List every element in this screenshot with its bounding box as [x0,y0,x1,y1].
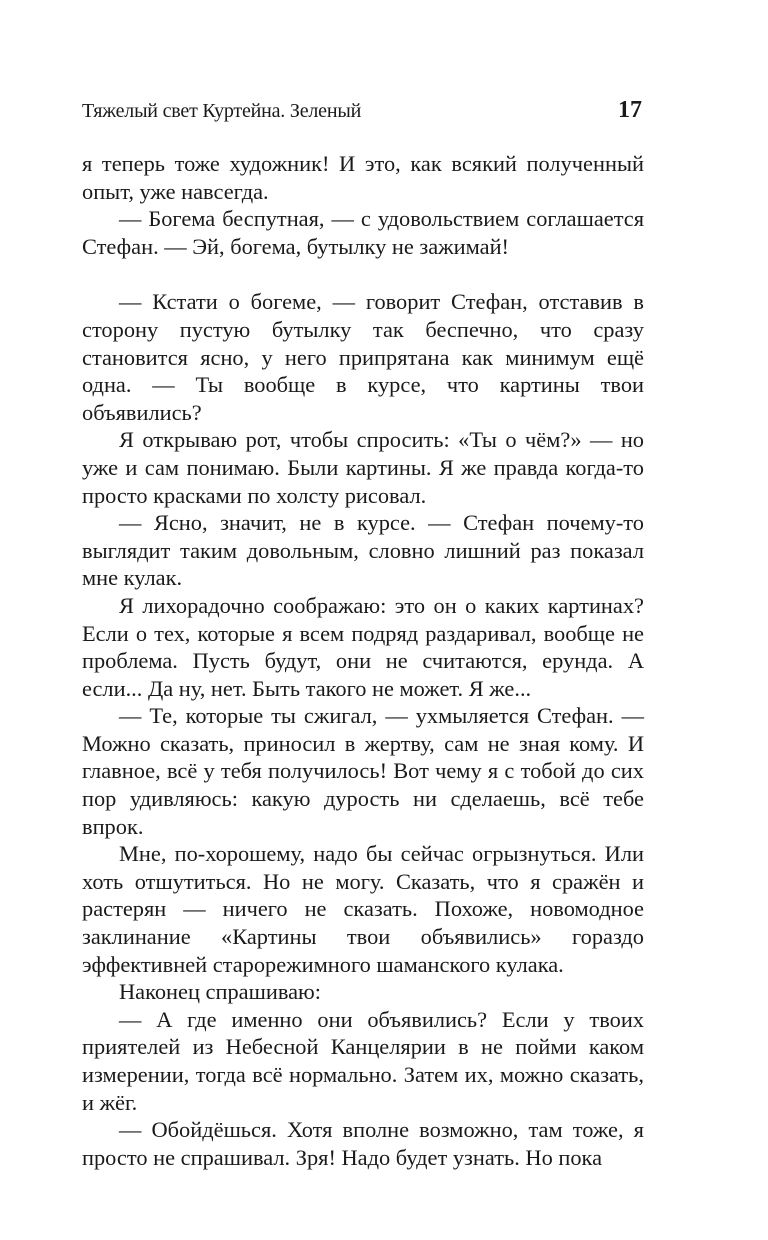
paragraph: — А где именно они объявились? Если у твоих приятелей из Небесной Канцелярии в не пойми каком измерении, тогда всё нормально. Затем их, можно сказать, и жёг. [82,1006,644,1115]
paragraph: Я открываю рот, чтобы спросить: «Ты о чём?» — но уже и сам понимаю. Были картины. Я же правда когда-то просто красками по холсту рисовал. [82,427,644,508]
body-text [82,150,644,1171]
paragraph: я теперь тоже художник! И это, как всякий полученный опыт, уже навсегда. [82,151,644,204]
paragraph: Я лихорадочно соображаю: это он о каких картинах? Если о тех, которые я всем подряд раздаривал, вообще не проблема. Пусть будут, они не считаются, ерунда. А если... Да ну, нет. Быть такого не может. Я же... [82,592,644,701]
paragraph: — Обойдёшься. Хотя вполне возможно, там тоже, я просто не спрашивал. Зря! Надо будет узнать. Но пока [82,1117,644,1170]
paragraph: — Ясно, значит, не в курсе. — Стефан почему-то выглядит таким довольным, словно лишний раз показал мне кулак. [82,510,644,591]
page-number: 17 [618,97,642,123]
paragraph: Наконец спрашиваю: [119,979,321,1005]
paragraph: — Богема беспутная, — с удовольствием соглашается Стефан. — Эй, богема, бутылку не зажимай! [82,206,644,259]
paragraph: — Кстати о богеме, — говорит Стефан, отставив в сторону пустую бутылку так беспечно, что сразу становится ясно, у него припрятана как минимум ещё одна. — Ты вообще в курсе, что картины твои объявились? [82,289,644,425]
paragraph: Мне, по-хорошему, надо бы сейчас огрызнуться. Или хоть отшутиться. Но не могу. Сказать, что я сражён и растерян — ничего не сказать. Похоже, новомодное заклинание «Картины твои объявились» гораздо эффективней старорежимного шаманского кулака. [82,841,644,977]
paragraph: — Те, которые ты сжигал, — ухмыляется Стефан. — Можно сказать, приносил в жертву, сам не зная кому. И главное, всё у тебя получилось! Вот чему я с тобой до сих пор удивляюсь: какую дурость ни сделаешь, всё тебе впрок. [82,703,644,839]
running-title: Тяжелый свет Куртейна. Зеленый [82,100,362,122]
section-break [82,260,644,288]
running-head [82,96,642,130]
